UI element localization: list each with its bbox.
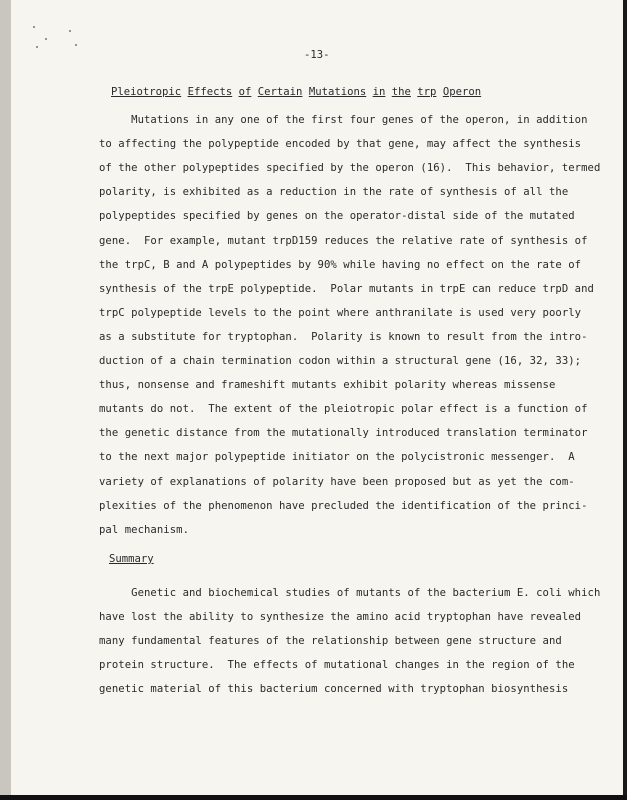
heading-word: Mutations [308,86,367,98]
text-line: Mutations in any one of the first four genes of the operon, in addition [99,114,588,126]
scan-specks [31,22,91,62]
summary-heading: Summary [109,553,154,565]
text-line: duction of a chain termination codon within a structural gene (16, 32, 33); [99,355,582,367]
heading-word: Pleiotropic [111,86,182,98]
heading-word: of [238,86,252,98]
text-line: mutants do not. The extent of the pleiotropic polar effect is a function of [99,403,588,416]
text-line: of the other polypeptides specified by the operon (16). This behavior, termed [99,162,601,175]
text-line: many fundamental features of the relationship between gene structure and [99,635,562,648]
heading-word: Certain [257,86,303,98]
text-line: variety of explanations of polarity have been proposed but as yet the com- [99,475,575,488]
text-line: protein structure. The effects of mutational changes in the region of the [99,659,575,672]
text-line: trpC polypeptide levels to the point where anthranilate is used very poorly [99,306,582,319]
page-number: -13- [304,49,330,61]
text-line: genetic material of this bacterium concerned with tryptophan biosynthesis [99,683,569,696]
heading-word: the [391,86,411,98]
text-line: polypeptides specified by genes on the operator-distal side of the mutated [99,210,575,223]
text-line: gene. For example, mutant trpD159 reduces the relative rate of synthesis of [99,234,588,247]
section-heading [111,86,481,98]
heading-word: trp [417,86,437,98]
scan-left-edge [0,0,11,800]
heading-word: Effects [187,86,233,98]
text-line: thus, nonsense and frameshift mutants exhibit polarity whereas missense [99,379,556,392]
heading-word: Operon [442,86,482,98]
text-line: as a substitute for tryptophan. Polarity is known to result from the intro- [99,330,588,343]
text-line: the genetic distance from the mutationally introduced translation terminator [99,427,588,440]
text-line: Genetic and biochemical studies of mutants of the bacterium E. coli which [99,587,601,599]
text-line: pal mechanism. [99,523,189,536]
text-line: polarity, is exhibited as a reduction in the rate of synthesis of all the [99,186,569,199]
text-line: the trpC, B and A polypeptides by 90% while having no effect on the rate of [99,258,582,271]
heading-word: in [372,86,386,98]
text-line: synthesis of the trpE polypeptide. Polar mutants in trpE can reduce trpD and [99,282,594,295]
scan-bottom-edge [0,795,627,800]
text-line: to affecting the polypeptide encoded by that gene, may affect the synthesis [99,138,582,151]
text-line: have lost the ability to synthesize the amino acid tryptophan have revealed [99,611,582,624]
document-page [11,0,623,795]
text-line: to the next major polypeptide initiator on the polycistronic messenger. A [99,451,575,464]
text-line: plexities of the phenomenon have precluded the identification of the princi- [99,499,588,512]
